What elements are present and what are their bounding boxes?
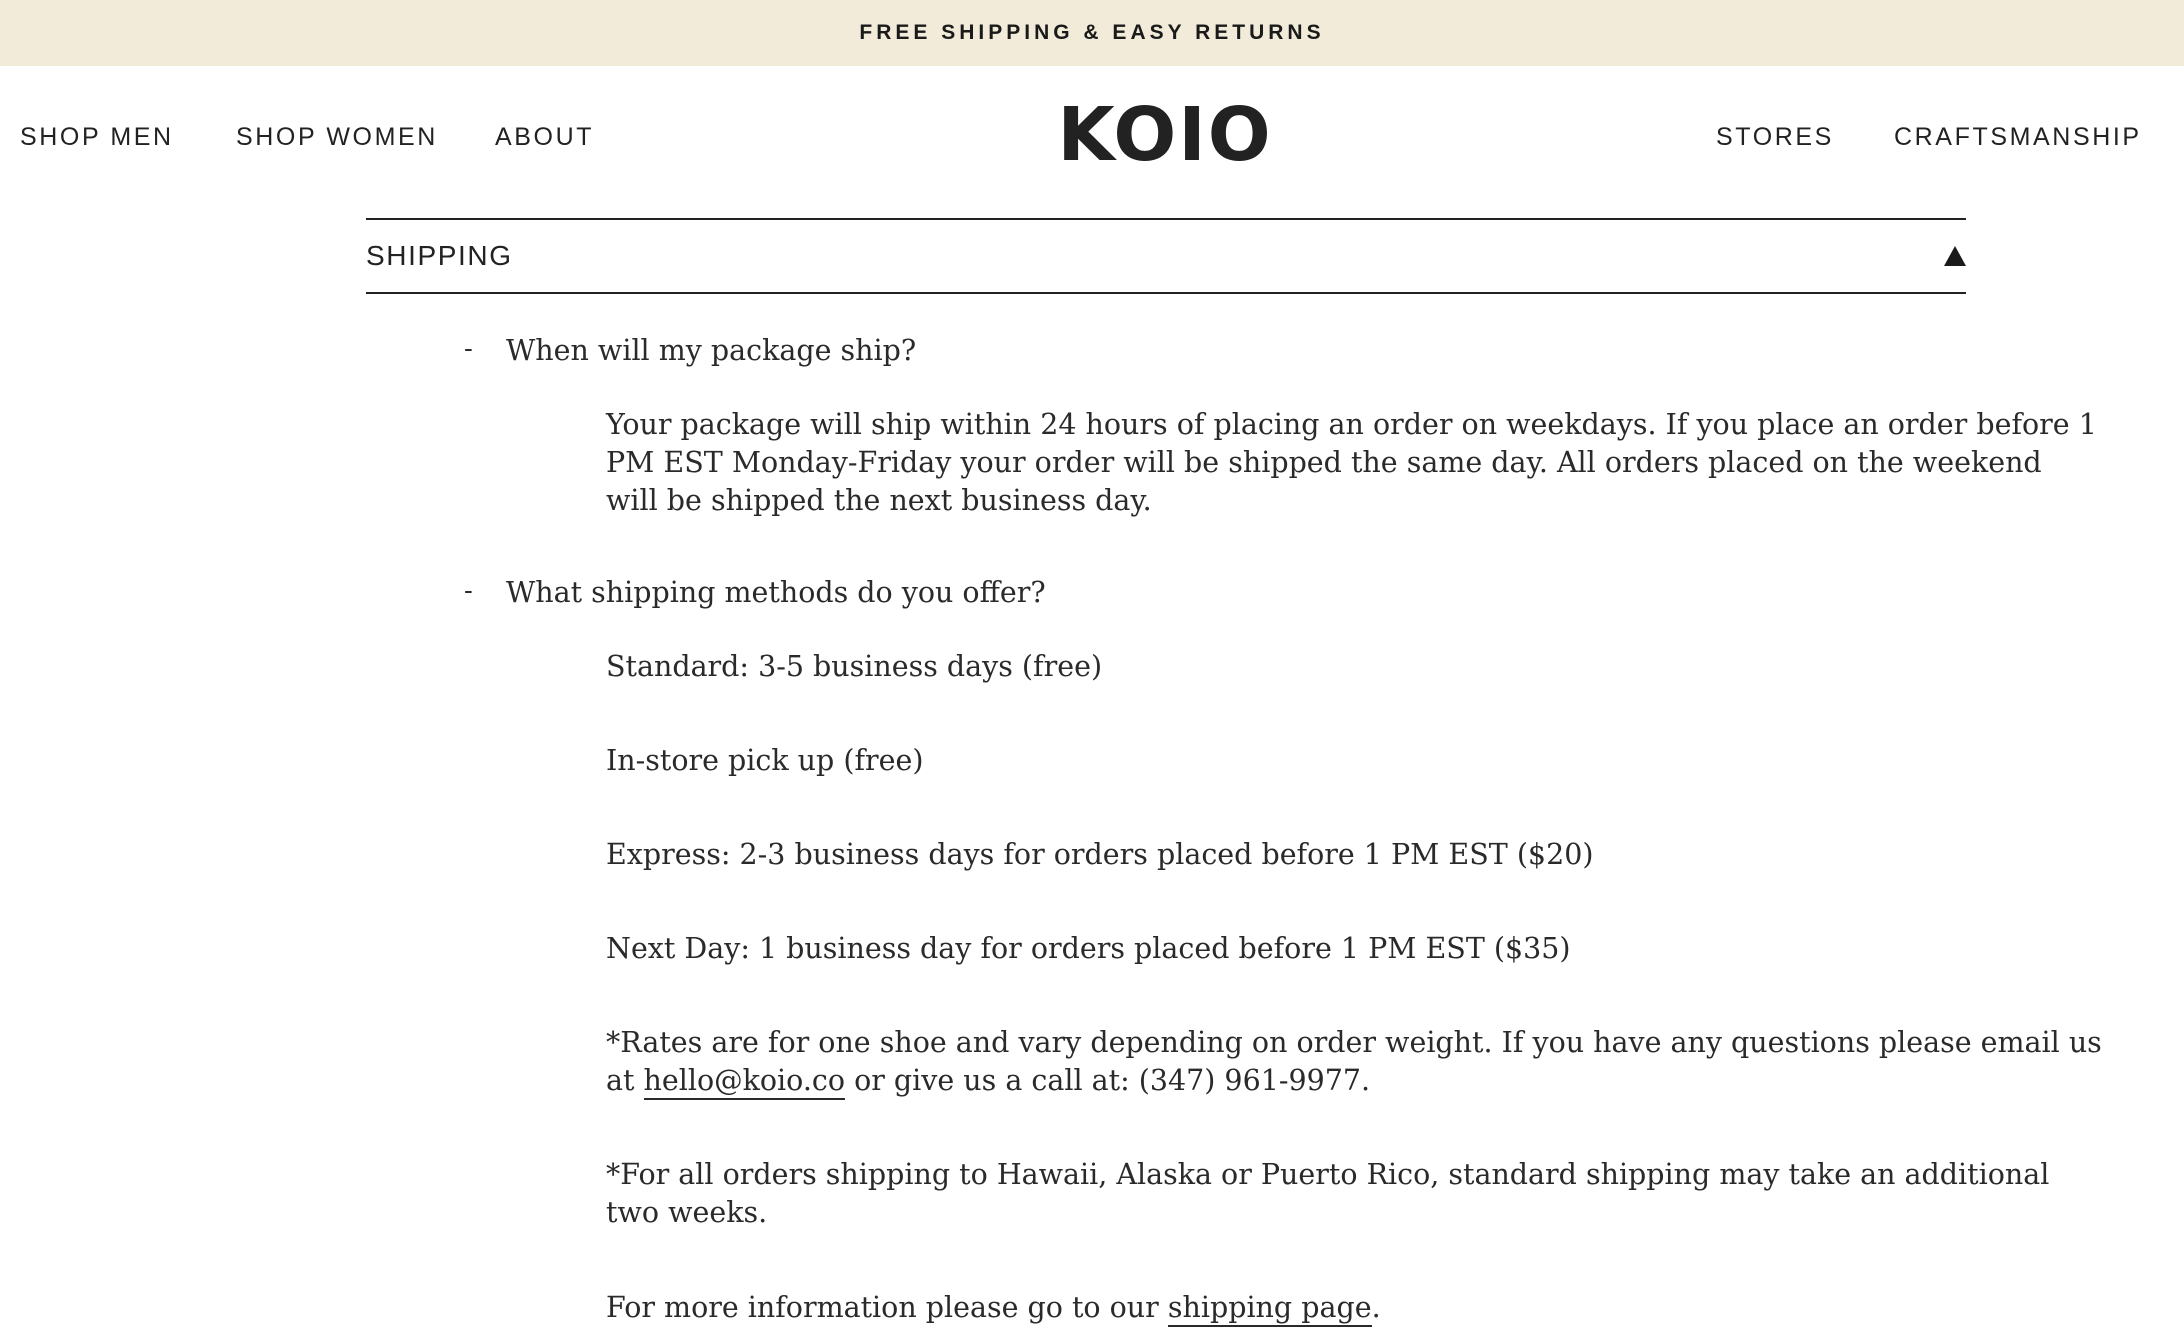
answer-package-ship [606,406,2097,520]
nav-craftsmanship[interactable]: CRAFTSMANSHIP [1894,123,2142,151]
answer-line: Next Day: 1 business day for orders placed before 1 PM EST ($35) [606,932,1571,965]
question-dash: - [464,334,473,364]
answer-line [606,1062,1976,1100]
more-prefix: For more information please go to our [606,1291,1168,1324]
email-link[interactable]: hello@koio.co [644,1064,846,1100]
answer-express [606,836,1976,874]
more-suffix: . [1371,1291,1381,1324]
nav-shop-women[interactable]: SHOP WOMEN [236,123,438,151]
answer-rates [606,1024,2102,1100]
answer-line: *Rates are for one shoe and vary depending on order weight. If you have any questions please email us [606,1026,2102,1059]
promo-bar [0,0,2184,66]
answer-line: two weeks. [606,1196,768,1229]
question-shipping-methods[interactable]: What shipping methods do you offer? [506,576,1046,609]
promo-text: FREE SHIPPING & EASY RETURNS [859,21,1325,44]
koio-logo[interactable]: KOIO [1057,92,1273,178]
answer-line: In-store pick up (free) [606,744,924,777]
answer-line: *For all orders shipping to Hawaii, Alaska or Puerto Rico, standard shipping may take an additional [606,1158,2050,1191]
answer-nextday [606,930,1976,968]
accordion-title: SHIPPING [366,240,513,271]
answer-line: Standard: 3-5 business days (free) [606,650,1103,683]
answer-more-info [606,1289,1976,1327]
rates-suffix: or give us a call at: (347) 961-9977. [845,1064,1371,1097]
answer-line: Your package will ship within 24 hours of placing an order on weekdays. If you place an order before 1 [606,408,2097,441]
question-package-ship[interactable]: When will my package ship? [506,334,917,367]
rates-prefix: at [606,1064,644,1097]
question-dash: - [464,576,473,606]
nav-stores[interactable]: STORES [1716,123,1834,151]
answer-line [606,1289,1976,1327]
answer-standard [606,648,1976,686]
answer-line: PM EST Monday-Friday your order will be shipped the same day. All orders placed on the weekend [606,446,2042,479]
answer-instore [606,742,1976,780]
answer-remote [606,1156,2050,1232]
shipping-accordion-header[interactable] [366,218,1966,294]
nav-about[interactable]: ABOUT [495,123,595,151]
triangle-up-icon[interactable] [1944,246,1966,266]
nav-shop-men[interactable]: SHOP MEN [20,123,174,151]
answer-line: will be shipped the next business day. [606,484,1152,517]
shipping-page-link[interactable]: shipping page [1168,1291,1372,1327]
answer-line: Express: 2-3 business days for orders placed before 1 PM EST ($20) [606,838,1594,871]
